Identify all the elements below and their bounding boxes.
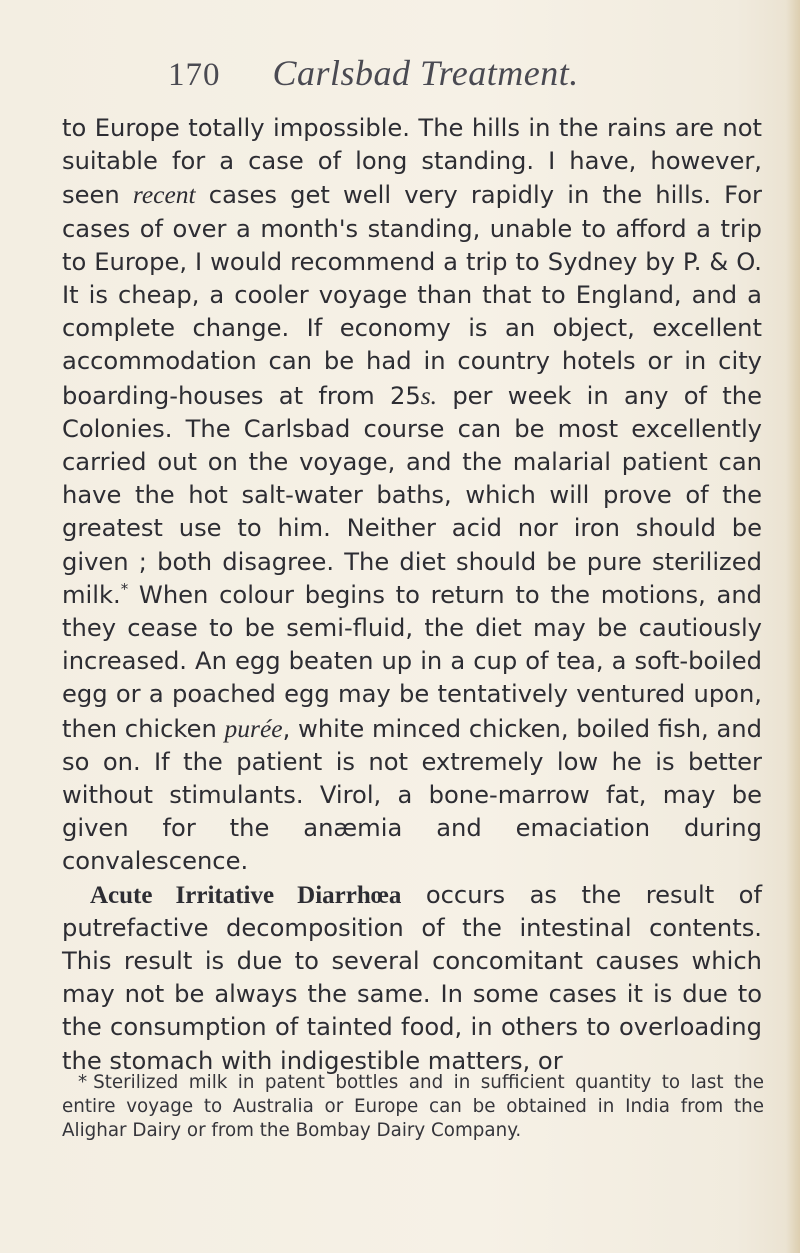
footnote xyxy=(62,1071,764,1143)
text-run: , white minced chicken, boiled fish, and so on. If the patient is not extremely low he is better without stimulants. Virol, a bone-marrow fat, may be given for the anæmia and emaciation during convalescence. xyxy=(62,714,762,876)
section-lead-heading: Acute Irritative Diarrhœa xyxy=(90,881,402,909)
paragraph xyxy=(62,879,762,1078)
footnote-text: Sterilized milk in patent bottles and in sufficient quantity to last the entire voyage to Australia or Europe can be obtained in India from the Alighar Dairy or from the Bombay Dairy Company. xyxy=(62,1072,764,1141)
paragraph xyxy=(62,112,762,879)
italic-text: recent xyxy=(132,180,196,210)
running-title: Carlsbad Treatment. xyxy=(272,53,579,93)
italic-text: purée xyxy=(224,713,283,743)
text-run: to Europe totally impossible. The hills in the rains are not suitable for a case of long standing. I have, however, seen xyxy=(62,114,762,210)
page-header xyxy=(168,52,688,94)
italic-text: s. xyxy=(420,380,438,410)
text-run: When colour begins to return to the motions, and they cease to be semi-fluid, the diet may be cautiously increased. An egg beaten up in a cup of tea, a soft-boiled egg or a poached egg may be tentatively ventured upon, then chicken xyxy=(62,580,762,743)
text-run: per week in any of the Colonies. The Carlsbad course can be most excellently carried out on the voyage, and the malarial patient can have the hot salt-water baths, which will prove of the greatest use to him. Neither acid nor iron should be given ; both disagree. The diet should be pure sterilized milk. xyxy=(62,381,762,609)
footnote-reference: * xyxy=(120,579,129,598)
text-run: cases get well very rapidly in the hills. For cases of over a month's standing, unable to afford a trip to Europe, I would recommend a trip to Sydney by P. & O. It is cheap, a cooler voyage than that to England, and a complete change. If economy is an object, excellent accommodation can be had in country hotels or in city boarding-houses at from 25 xyxy=(62,181,762,410)
text-run: occurs as the result of putrefactive decomposition of the intestinal contents. This result is due to several concomitant causes which may not be always the same. In some cases it is due to the consumption of tainted food, in others to overloading the stomach with indigestible matters, or xyxy=(62,880,762,1075)
body-text xyxy=(62,112,762,1078)
page-number: 170 xyxy=(168,57,221,93)
page-edge-shadow xyxy=(786,0,800,1253)
footnote-marker: * xyxy=(78,1072,88,1093)
